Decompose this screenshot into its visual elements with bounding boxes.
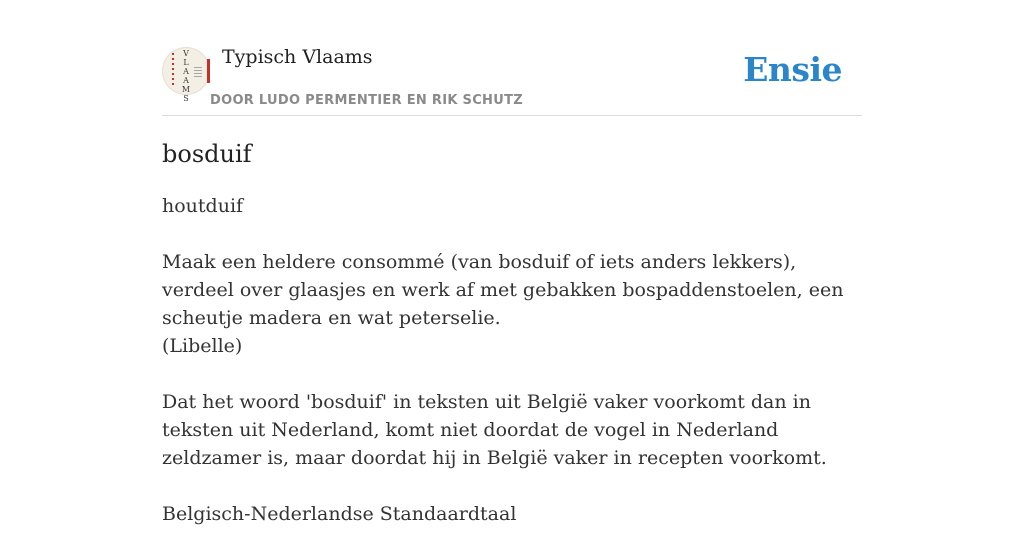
logo-text-lines bbox=[194, 67, 202, 77]
blog-logo[interactable] bbox=[162, 47, 210, 103]
quote-text: Maak een heldere consommé (van bosduif of iets anders lekkers), verdeel over glaasjes en werk af met gebakken bospaddenstoelen, een scheutje madera en wat peterselie. bbox=[162, 251, 844, 329]
quote-source: (Libelle) bbox=[162, 335, 243, 357]
article bbox=[162, 136, 862, 556]
synonym-paragraph: houtduif bbox=[162, 195, 244, 217]
site-header bbox=[162, 44, 862, 116]
footer-label: Belgisch-Nederlandse Standaardtaal bbox=[162, 503, 517, 525]
explanation-paragraph: Dat het woord 'bosduif' in teksten uit België vaker voorkomt dan in teksten uit Nederland, komt niet doordat de vogel in Nederland zeldzamer is, maar doordat hij in België vaker in recepten voorkomt. bbox=[162, 391, 827, 469]
logo-lettering: V L A A M S bbox=[181, 49, 191, 103]
logo-red-accent bbox=[172, 53, 174, 87]
blog-byline: DOOR LUDO PERMENTIER EN RIK SCHUTZ bbox=[210, 93, 523, 108]
blog-title[interactable]: Typisch Vlaams bbox=[222, 46, 373, 68]
logo-red-edge bbox=[207, 59, 210, 83]
article-title: bosduif bbox=[162, 140, 252, 168]
article-body bbox=[162, 192, 862, 528]
quote-paragraph bbox=[162, 248, 862, 360]
brand-logo-link[interactable]: Ensie bbox=[743, 50, 842, 89]
